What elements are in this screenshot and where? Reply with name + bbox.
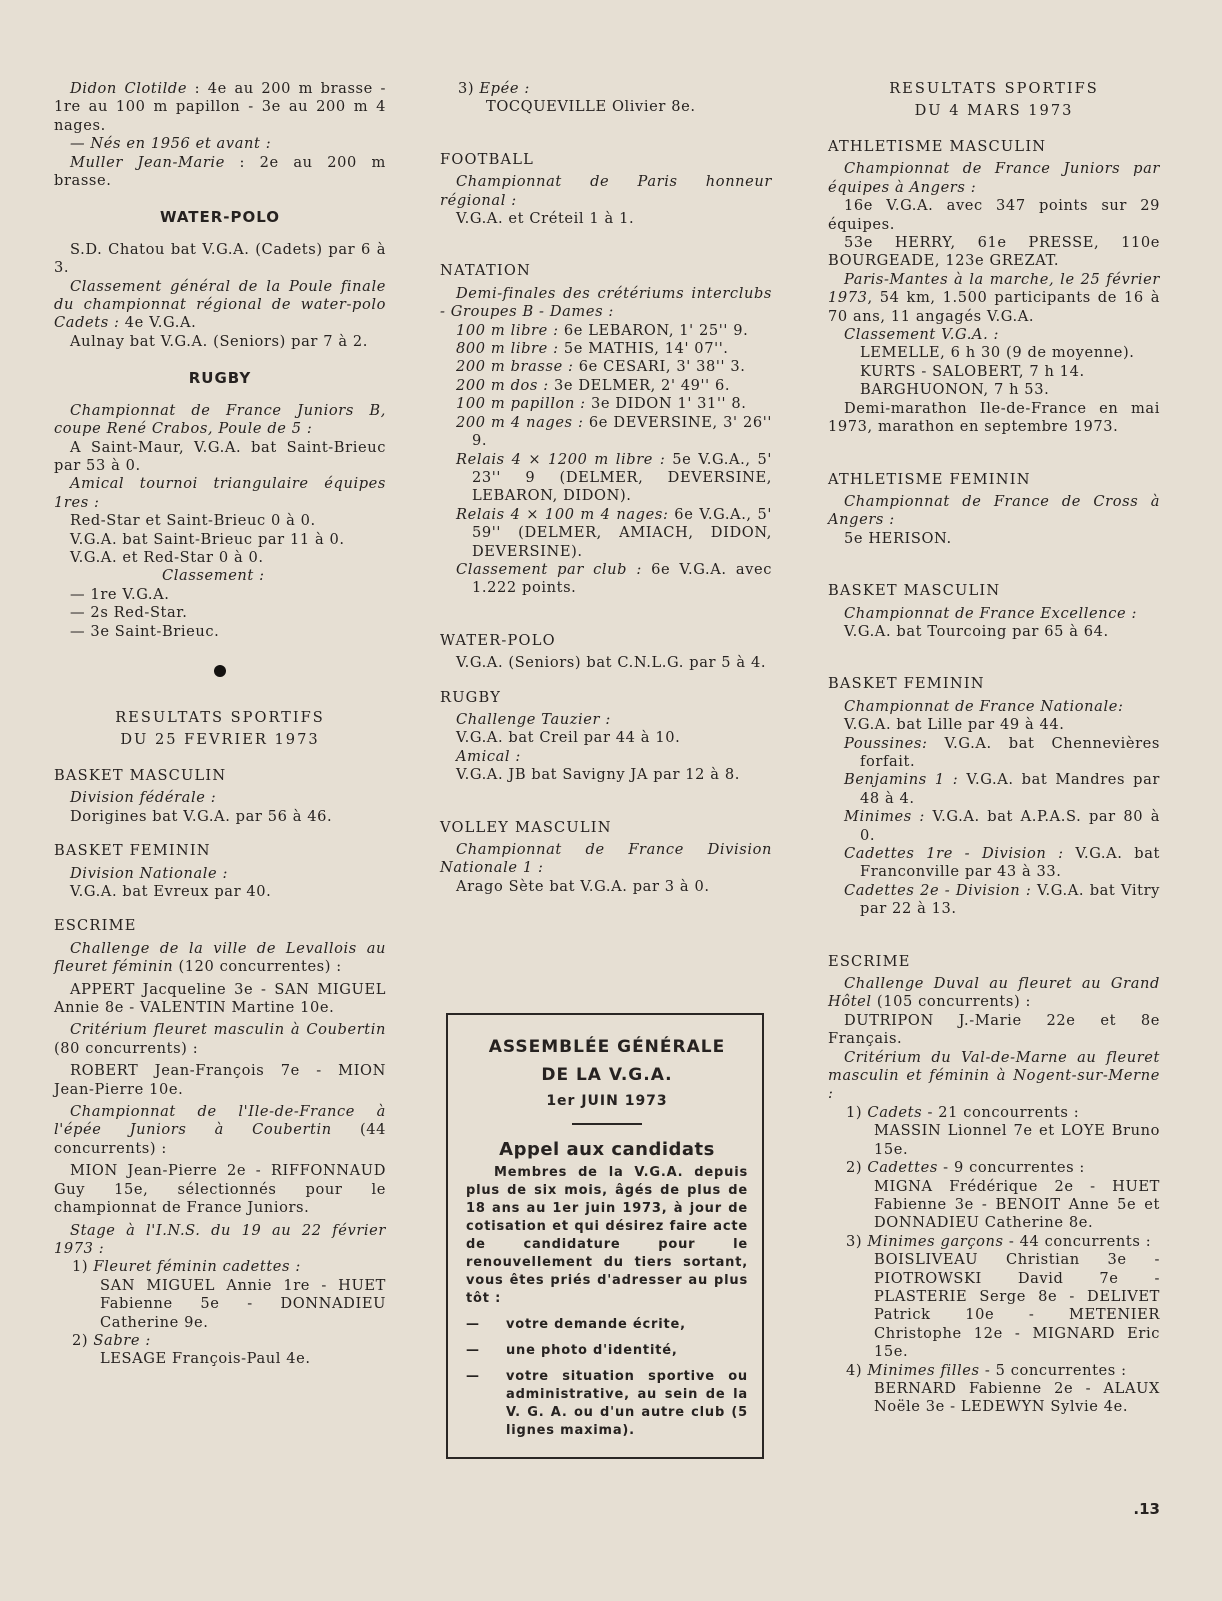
- competition-label: Paris-Mantes à la marche, le 25 février 1973: [828, 270, 1160, 307]
- numbered-item: [828, 1362, 1160, 1380]
- natation-row: [440, 377, 772, 395]
- intro-muller: [54, 154, 386, 191]
- page-number: .13: [1133, 1500, 1160, 1518]
- notice-heading: Appel aux candidats: [499, 1139, 715, 1160]
- event-result: 3e DIDON 1' 31'' 8.: [585, 395, 747, 413]
- result-line: 53e HERRY, 61e PRESSE, 110e BOURGEADE, 123e GREZAT.: [828, 234, 1160, 270]
- category-label: Epée :: [479, 80, 530, 97]
- list-item-text: une photo d'identité,: [506, 1343, 678, 1358]
- event-label: 200 m 4 nages :: [456, 413, 584, 431]
- event-result: 5e MATHIS, 14' 07''.: [558, 340, 729, 358]
- competition-label: Championnat de l'Ile-de-France à l'épée Juniors à Coubertin: [54, 1103, 386, 1139]
- column-1: [54, 80, 386, 1369]
- participant-count: - 44 concurrents :: [1003, 1232, 1152, 1250]
- section-heading-escrime: ESCRIME: [828, 952, 911, 970]
- result-line: V.G.A. et Red-Star 0 à 0.: [70, 548, 264, 566]
- result-text: V.G.A. bat Chennevières forfait.: [860, 734, 1160, 770]
- category-label: Minimes filles: [867, 1361, 980, 1379]
- dash-bullet-icon: —: [466, 1369, 480, 1384]
- section-heading-natation: NATATION: [440, 262, 532, 280]
- athlete-name: Didon Clotilde: [70, 80, 188, 97]
- result-line: Arago Sète bat V.G.A. par 3 à 0.: [456, 877, 710, 895]
- category-label: Minimes garçons: [867, 1232, 1004, 1250]
- numbered-item: [828, 1104, 1160, 1122]
- list-item-text: votre demande écrite,: [506, 1317, 686, 1332]
- item-number: 1): [846, 1103, 868, 1121]
- item-number: 1): [72, 1258, 94, 1276]
- section-heading-football: FOOTBALL: [440, 150, 535, 168]
- participant-count: - 9 concurrentes :: [937, 1159, 1085, 1177]
- notice-list-item: [466, 1342, 748, 1360]
- item-number: 4): [846, 1361, 868, 1379]
- item-number: 2): [72, 1331, 94, 1349]
- event-result: 6e LEBARON, 1' 25'' 9.: [558, 321, 749, 339]
- nes-label: — Nés en 1956 et avant :: [70, 135, 272, 153]
- section-heading-rugby: RUGBY: [440, 688, 502, 706]
- ranking-line: — 1re V.G.A.: [70, 585, 170, 603]
- competition-label: Classement général de la Poule finale du championnat régional de water-polo Cadets :: [54, 277, 386, 332]
- basket-row: [828, 845, 1160, 882]
- section-heading-water-polo: WATER-POLO: [440, 631, 556, 649]
- result-line: APPERT Jacqueline 3e - SAN MIGUEL Annie 8e - VALENTIN Martine 10e.: [54, 980, 386, 1017]
- event-label: 200 m brasse :: [456, 358, 574, 376]
- competition-label: Championnat de France Division Nationale 1 :: [440, 841, 772, 877]
- basket-row: [828, 882, 1160, 919]
- event-result: 5e V.G.A., 5' 23'' 9 (DELMER, DEVERSINE, LEBARON, DIDON).: [472, 450, 772, 505]
- result-line: 16e V.G.A. avec 347 points sur 29 équipes.: [828, 197, 1160, 233]
- natation-row: [440, 414, 772, 451]
- result-line: BERNARD Fabienne 2e - ALAUX Noële 3e - LEDEWYN Sylvie 4e.: [874, 1379, 1160, 1416]
- column-3: [828, 78, 1160, 1417]
- section-heading-basket-masculin: BASKET MASCULIN: [54, 766, 227, 784]
- numbered-item: [54, 1258, 386, 1276]
- item-number: 3): [458, 80, 480, 97]
- notice-subtitle: DE LA V.G.A.: [541, 1065, 673, 1085]
- section-heading-rugby: RUGBY: [188, 369, 252, 388]
- participant-count: - 21 concourrents :: [922, 1103, 1080, 1121]
- result-line: MASSIN Lionnel 7e et LOYE Bruno 15e.: [874, 1122, 1160, 1158]
- natation-row: [440, 358, 772, 376]
- category-label: Sabre :: [93, 1331, 151, 1349]
- natation-row: [440, 506, 772, 561]
- results-date: DU 25 FEVRIER 1973: [120, 730, 320, 748]
- numbered-item: [440, 80, 772, 98]
- event-result: 6e DEVERSINE, 3' 26'' 9.: [472, 413, 772, 450]
- column-2: [440, 80, 772, 896]
- competition-label: Demi-finales des crétériums interclubs - Groupes B - Dames :: [440, 284, 772, 321]
- competition-label: Championnat de France Juniors B, coupe René Crabos, Poule de 5 :: [54, 401, 386, 438]
- competition-label: Challenge Tauzier :: [456, 710, 611, 728]
- result-text: 4e V.G.A.: [119, 314, 197, 332]
- category-label: Poussines:: [844, 734, 928, 752]
- result-line: Dorigines bat V.G.A. par 56 à 46.: [70, 807, 333, 825]
- notice-paragraph: Membres de la V.G.A. depuis plus de six mois, âgés de plus de 18 ans au 1er juin 1973, à jour de cotisation et qui désirez faire acte de candidature pour le renouvellement du tiers sortant, vous êtes priés d'adresser au plus tôt :: [466, 1165, 748, 1306]
- notice-list-item: [466, 1316, 748, 1334]
- competition-line: [828, 975, 1160, 1012]
- section-heading-athletisme-masculin: ATHLETISME MASCULIN: [828, 138, 1047, 155]
- competition-label: Division fédérale :: [70, 789, 217, 807]
- section-heading-escrime: ESCRIME: [54, 917, 137, 935]
- notice-date: 1er JUIN 1973: [546, 1093, 668, 1109]
- ranking-line: LEMELLE, 6 h 30 (9 de moyenne).: [860, 344, 1135, 362]
- result-line: LESAGE François-Paul 4e.: [100, 1350, 311, 1368]
- result-line: MION Jean-Pierre 2e - RIFFONNAUD Guy 15e, sélectionnés pour le championnat de France Juniors.: [54, 1162, 386, 1217]
- section-heading-water-polo: WATER-POLO: [159, 208, 281, 227]
- result-line: V.G.A. bat Evreux par 40.: [70, 883, 272, 900]
- basket-row: [828, 808, 1160, 845]
- natation-results: [440, 322, 772, 598]
- ranking-line: — 2s Red-Star.: [70, 604, 188, 622]
- result-line: [828, 271, 1160, 326]
- competition-label: Amical :: [456, 747, 521, 765]
- category-label: Cadets: [867, 1103, 923, 1121]
- result-line: ROBERT Jean-François 7e - MION Jean-Pierre 10e.: [54, 1062, 386, 1098]
- results-title: RESULTATS SPORTIFS: [889, 80, 1099, 97]
- result-line: V.G.A. bat Lille par 49 à 44.: [844, 716, 1065, 734]
- event-label: 200 m dos :: [456, 376, 549, 394]
- basket-row: [828, 771, 1160, 808]
- competition-label: Amical tournoi triangulaire équipes 1res :: [54, 475, 386, 511]
- assemblee-generale-notice: [446, 1013, 764, 1459]
- competition-label: Critérium fleuret masculin à Coubertin: [70, 1021, 386, 1039]
- result-line: S.D. Chatou bat V.G.A. (Cadets) par 6 à 3.: [54, 240, 386, 277]
- result-line: V.G.A. bat Tourcoing par 65 à 64.: [844, 622, 1109, 640]
- event-label: Classement par club :: [456, 560, 642, 578]
- competition-line: [54, 1021, 386, 1058]
- result-text: (105 concurrents) :: [871, 993, 1032, 1011]
- result-line: 5e HERISON.: [844, 529, 952, 547]
- basket-feminin-results: [828, 735, 1160, 919]
- athlete-name: Muller Jean-Marie: [70, 153, 225, 171]
- classement-label: Classement :: [162, 567, 265, 585]
- section-heading-athletisme-feminin: ATHLETISME FEMININ: [828, 470, 1031, 488]
- result-text: (44 concurrents) :: [54, 1121, 387, 1157]
- result-text: V.G.A. bat Franconville par 43 à 33.: [860, 845, 1160, 881]
- result-line: V.G.A. JB bat Savigny JA par 12 à 8.: [456, 766, 740, 784]
- result-line: SAN MIGUEL Annie 1re - HUET Fabienne 5e - DONNADIEU Catherine 9e.: [100, 1276, 386, 1331]
- dash-bullet-icon: —: [466, 1317, 480, 1332]
- event-label: 100 m libre :: [456, 321, 559, 339]
- result-text: (80 concurrents) :: [54, 1039, 199, 1057]
- basket-row: [828, 735, 1160, 772]
- result-text: : 2e au 200 m brasse.: [54, 153, 386, 190]
- divider: [572, 1123, 642, 1125]
- category-label: Cadettes 1re - Division :: [844, 845, 1064, 862]
- section-heading-basket-feminin: BASKET FEMININ: [54, 842, 211, 860]
- event-label: Relais 4 × 1200 m libre :: [456, 450, 666, 468]
- item-number: 3): [846, 1232, 868, 1250]
- notice-list: [466, 1316, 748, 1440]
- competition-label: Championnat de France de Cross à Angers :: [828, 492, 1160, 529]
- escrime-results: [828, 1104, 1160, 1417]
- section-heading-basket-masculin: BASKET MASCULIN: [828, 582, 1001, 600]
- event-result: 6e CESARI, 3' 38'' 3.: [573, 358, 746, 376]
- result-line: V.G.A. (Seniors) bat C.N.L.G. par 5 à 4.: [456, 654, 767, 672]
- event-label: Relais 4 × 100 m 4 nages:: [456, 505, 669, 523]
- event-result: 6e V.G.A., 5' 59'' (DELMER, AMIACH, DIDON, DEVERSINE).: [472, 505, 772, 560]
- section-heading-volley-masculin: VOLLEY MASCULIN: [440, 818, 612, 836]
- result-line: Red-Star et Saint-Brieuc 0 à 0.: [70, 512, 316, 530]
- notice-body: [466, 1164, 748, 1440]
- category-label: Fleuret féminin cadettes :: [93, 1258, 301, 1276]
- result-line: Demi-marathon Ile-de-France en mai 1973, marathon en septembre 1973.: [828, 399, 1160, 436]
- competition-line: [54, 1103, 386, 1158]
- participant-count: - 5 concurrentes :: [979, 1361, 1127, 1379]
- competition-label: Championnat de France Nationale:: [844, 697, 1124, 715]
- competition-label: Challenge de la ville de Levallois au fleuret féminin: [54, 939, 386, 976]
- bullet-separator-icon: [214, 665, 226, 677]
- section-heading-basket-feminin: BASKET FEMININ: [828, 675, 985, 693]
- result-line: A Saint-Maur, V.G.A. bat Saint-Brieuc par 53 à 0.: [54, 438, 386, 474]
- category-label: Cadettes: [867, 1159, 938, 1177]
- natation-row: [440, 340, 772, 358]
- competition-label: Championnat de Paris honneur régional :: [440, 173, 772, 209]
- category-label: Minimes :: [844, 808, 925, 826]
- category-label: Cadettes 2e - Division :: [844, 881, 1032, 899]
- result-text: V.G.A. bat Mandres par 48 à 4.: [860, 771, 1160, 807]
- result-line: [54, 278, 386, 333]
- competition-label: Challenge Duval au fleuret au Grand Hôtel: [828, 975, 1160, 1011]
- result-text: , 54 km, 1.500 participants de 16 à 70 ans, 11 angagés V.G.A.: [828, 289, 1160, 325]
- natation-row: [440, 561, 772, 598]
- event-label: 800 m libre :: [456, 340, 559, 358]
- event-result: 3e DELMER, 2' 49'' 6.: [548, 376, 731, 394]
- ranking-line: — 3e Saint-Brieuc.: [70, 622, 220, 640]
- numbered-item: [828, 1159, 1160, 1177]
- numbered-item: [828, 1233, 1160, 1251]
- ranking-line: KURTS - SALOBERT, 7 h 14.: [860, 362, 1085, 380]
- result-line: V.G.A. bat Creil par 44 à 10.: [456, 729, 681, 747]
- natation-row: [440, 322, 772, 340]
- competition-label: Stage à l'I.N.S. du 19 au 22 février 1973 :: [54, 1221, 386, 1257]
- result-line: V.G.A. et Créteil 1 à 1.: [456, 210, 635, 228]
- result-line: MIGNA Frédérique 2e - HUET Fabienne 3e - BENOIT Anne 5e et DONNADIEU Catherine 8e.: [874, 1177, 1160, 1232]
- result-line: V.G.A. bat Saint-Brieuc par 11 à 0.: [70, 530, 345, 548]
- result-line: TOCQUEVILLE Olivier 8e.: [486, 98, 696, 116]
- natation-row: [440, 395, 772, 413]
- result-text: V.G.A. bat Vitry par 22 à 13.: [860, 881, 1160, 918]
- intro-didon: [54, 80, 386, 135]
- competition-label: Championnat de France Excellence :: [844, 604, 1137, 622]
- competition-line: [54, 940, 386, 977]
- natation-row: [440, 451, 772, 506]
- result-text: V.G.A. bat A.P.A.S. par 80 à 0.: [860, 808, 1160, 844]
- results-date: DU 4 MARS 1973: [914, 102, 1074, 119]
- notice-list-item: [466, 1368, 748, 1440]
- event-label: 100 m papillon :: [456, 395, 586, 413]
- ranking-line: BARGHUONON, 7 h 53.: [860, 381, 1050, 399]
- competition-label: Championnat de France Juniors par équipes à Angers :: [828, 160, 1160, 196]
- notice-title: ASSEMBLÉE GÉNÉRALE: [488, 1037, 726, 1057]
- result-line: DUTRIPON J.-Marie 22e et 8e Français.: [828, 1011, 1160, 1048]
- item-number: 2): [846, 1159, 868, 1177]
- dash-bullet-icon: —: [466, 1343, 480, 1358]
- result-text: (120 concurrentes) :: [173, 958, 342, 976]
- result-line: Aulnay bat V.G.A. (Seniors) par 7 à 2.: [70, 332, 368, 350]
- results-title: RESULTATS SPORTIFS: [115, 708, 325, 726]
- competition-label: Critérium du Val-de-Marne au fleuret masculin et féminin à Nogent-sur-Merne :: [828, 1048, 1160, 1103]
- event-result: 6e V.G.A. avec 1.222 points.: [472, 560, 772, 597]
- category-label: Benjamins 1 :: [844, 771, 959, 789]
- classement-label: Classement V.G.A. :: [844, 326, 1000, 344]
- competition-label: Division Nationale :: [70, 864, 229, 882]
- numbered-item: [54, 1332, 386, 1350]
- result-text: : 4e au 200 m brasse - 1re au 100 m papillon - 3e au 200 m 4 nages.: [54, 80, 386, 134]
- list-item-text: votre situation sportive ou administrative, au sein de la V. G. A. ou d'un autre club (5 lignes maxima).: [506, 1369, 748, 1438]
- result-line: BOISLIVEAU Christian 3e - PIOTROWSKI David 7e - PLASTERIE Serge 8e - DELIVET Patrick 10e - METENIER Christophe 12e - MIGNARD Eric 15e.: [874, 1251, 1160, 1361]
